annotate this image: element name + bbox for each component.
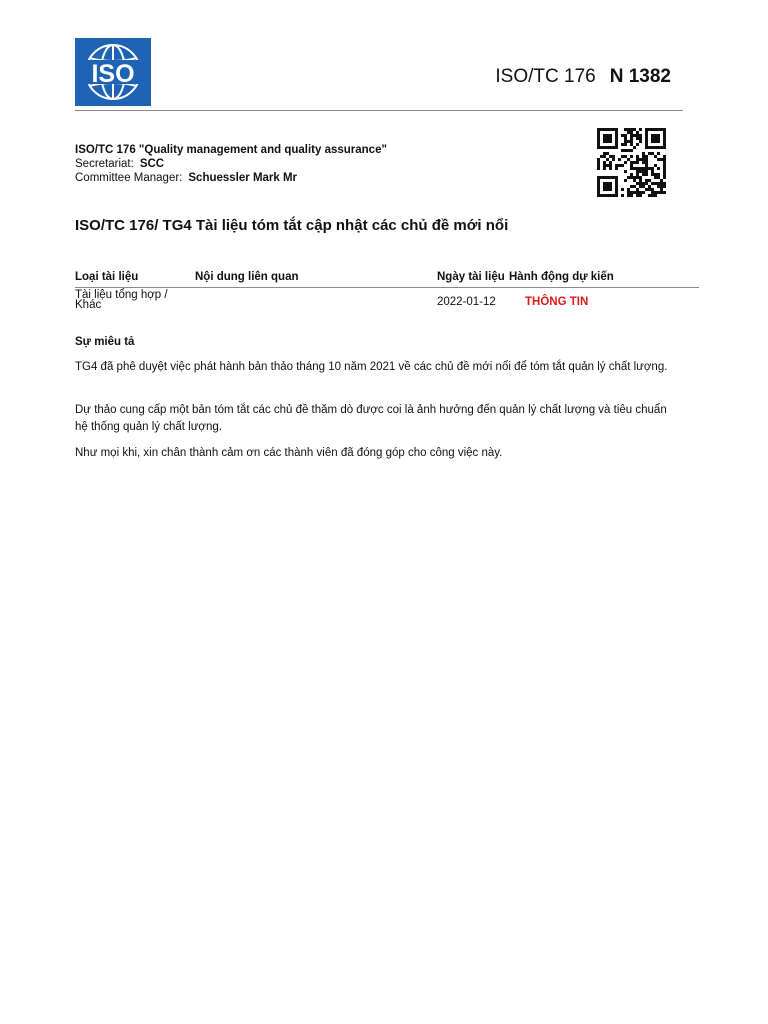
cell-doc-type: Tài liệu tổng hợp / Khác bbox=[75, 289, 168, 311]
header-divider bbox=[75, 110, 683, 111]
table-divider bbox=[75, 287, 699, 288]
committee-line bbox=[75, 143, 387, 157]
document-title: ISO/TC 176/ TG4 Tài liệu tóm tắt cập nhật các chủ đề mới nổi bbox=[75, 217, 509, 234]
header-doc-type: Loại tài liệu bbox=[75, 271, 139, 283]
manager-label: Committee Manager: bbox=[75, 172, 183, 184]
iso-logo-text: ISO bbox=[91, 60, 135, 88]
header-doc-date: Ngày tài liệu bbox=[437, 271, 505, 283]
description-title: Sự miêu tả bbox=[75, 336, 135, 348]
committee-ref: ISO/TC 176 bbox=[495, 66, 596, 87]
secretariat-line bbox=[75, 157, 387, 171]
header-expected-action: Hành động dự kiến bbox=[509, 271, 614, 283]
description-paragraph-1: TG4 đã phê duyệt việc phát hành bản thảo tháng 10 năm 2021 về các chủ đề mới nổi để tóm tắt quản lý chất lượng. bbox=[75, 361, 668, 373]
cell-expected-action: THÔNG TIN bbox=[525, 296, 589, 308]
document-reference bbox=[495, 66, 671, 88]
secretariat-label: Secretariat: bbox=[75, 158, 134, 170]
committee-name: "Quality management and quality assurance" bbox=[138, 144, 387, 156]
iso-logo bbox=[75, 38, 151, 106]
description-paragraph-3: Như mọi khi, xin chân thành cảm ơn các thành viên đã đóng góp cho công việc này. bbox=[75, 447, 503, 459]
header-related-content: Nội dung liên quan bbox=[195, 271, 299, 283]
secretariat-value: SCC bbox=[139, 158, 165, 170]
document-number: N 1382 bbox=[609, 66, 671, 87]
committee-meta bbox=[75, 143, 387, 185]
manager-line bbox=[75, 171, 387, 185]
manager-value: Schuessler Mark Mr bbox=[188, 172, 298, 184]
qr-code-icon bbox=[597, 128, 666, 197]
cell-doc-date: 2022-01-12 bbox=[437, 296, 496, 308]
description-paragraph-2: Dự thảo cung cấp một bản tóm tắt các chủ đề thăm dò được coi là ảnh hưởng đến quản lý chất lượng và tiêu chuẩn hệ thống quản lý chất lượng. bbox=[75, 404, 667, 433]
committee-code: ISO/TC 176 bbox=[75, 144, 136, 156]
